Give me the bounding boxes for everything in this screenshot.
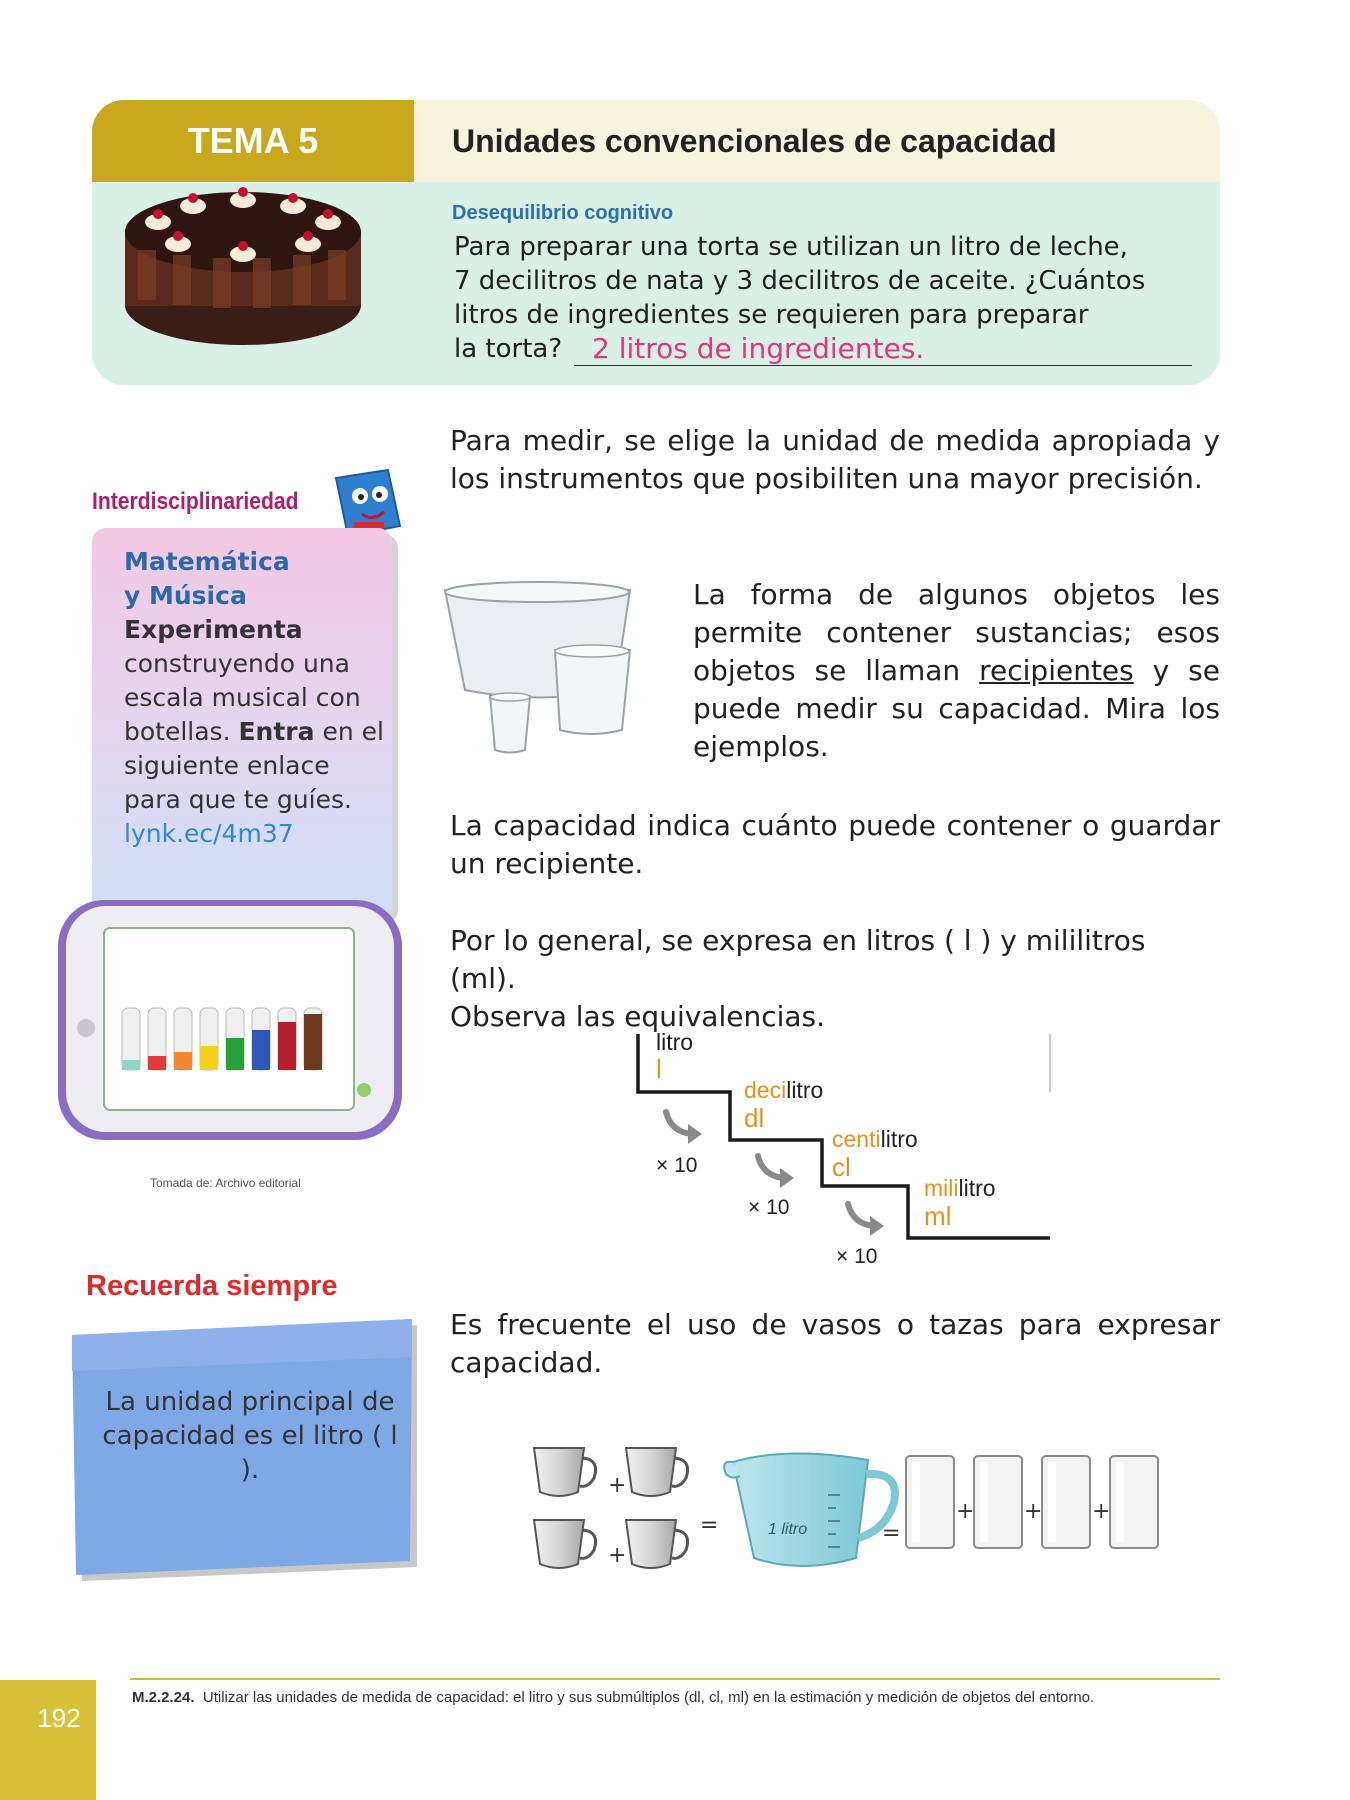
subject-line: y Música — [124, 581, 247, 610]
litro-label: litro — [656, 1030, 694, 1055]
mililitro-step — [924, 1175, 996, 1231]
cup-icon — [626, 1448, 688, 1496]
section-label: Desequilibrio cognitivo — [452, 202, 674, 224]
problem-line: 7 decilitros de nata y 3 decilitros de aceite. ¿Cuántos — [454, 266, 1146, 296]
interdisciplinary-text — [124, 545, 394, 851]
containers-text-end: y se puede medir su capacidad. Mira los ejemplos. — [693, 654, 1220, 763]
mililitro-label — [924, 1175, 996, 1201]
tablet-bottles-image — [52, 890, 408, 1150]
containers-text: La forma de algunos objetos les permite contener sustancias; esos objetos se llaman — [693, 578, 1220, 687]
decilitro-symbol: dl — [744, 1103, 765, 1133]
mililitro-symbol: ml — [924, 1201, 952, 1231]
reminder-title: Recuerda siempre — [86, 1270, 338, 1302]
footer-divider — [130, 1678, 1220, 1680]
factor-label: × 10 — [836, 1245, 878, 1268]
measuring-jug-icon — [724, 1453, 895, 1566]
curriculum-text: Utilizar las unidades de medida de capacidad: el litro y sus submúltiplos (dl, cl, ml) en la estimación y medición de objetos del entorno. — [202, 1689, 1095, 1706]
problem-line: litros de ingredientes se requieren para preparar — [454, 300, 1089, 330]
capacity-definition: La capacidad indica cuánto puede contener o guardar un recipiente. — [450, 809, 1220, 880]
recipientes-term: recipientes — [979, 654, 1134, 687]
litro-step — [656, 1030, 693, 1084]
cups-paragraph: Es frecuente el uso de vasos o tazas para expresar capacidad. — [450, 1308, 1220, 1379]
mililitro-prefix: mili — [924, 1175, 959, 1201]
activity-verb: Entra — [238, 717, 315, 746]
plus-sign: + — [1024, 1499, 1043, 1524]
units-line: Por lo general, se expresa en litros ( l ) y mililitros (ml). — [450, 924, 1146, 995]
mililitro-base: litro — [958, 1175, 996, 1201]
equals-sign: = — [882, 1521, 901, 1546]
units-equivalence-diagram — [626, 1030, 1056, 1270]
equivalences-line: Observa las equivalencias. — [450, 1000, 826, 1033]
curriculum-note — [132, 1687, 1212, 1708]
glass-icon — [1042, 1456, 1090, 1548]
activity-desc: construyendo una escala musical con botellas. — [124, 649, 361, 746]
units-paragraph — [450, 922, 1220, 1036]
centilitro-prefix: centi — [832, 1126, 881, 1152]
curriculum-code: M.2.2.24. — [132, 1689, 195, 1706]
answer-underline — [574, 365, 1192, 366]
activity-link[interactable]: lynk.ec/4m37 — [124, 819, 294, 848]
intro-paragraph: Para medir, se elige la unidad de medida apropiada y los instrumentos que posibiliten una mayor precisión. — [450, 424, 1220, 495]
factor-label: × 10 — [656, 1154, 698, 1177]
factor-label: × 10 — [748, 1196, 790, 1219]
cups-equivalence-illustration — [528, 1440, 1188, 1580]
cup-icon — [534, 1448, 596, 1496]
page-number-tab — [0, 1680, 96, 1800]
problem-line: Para preparar una torta se utilizan un litro de leche, — [454, 232, 1128, 262]
equals-sign: = — [700, 1513, 719, 1538]
answer-text: 2 litros de ingredientes. — [592, 332, 925, 365]
theme-number: TEMA 5 — [187, 120, 319, 161]
activity-desc: en el siguiente enlace para que te guíes. — [124, 717, 384, 814]
plus-sign: + — [1092, 1499, 1111, 1524]
centilitro-base: litro — [880, 1126, 918, 1152]
plus-sign: + — [608, 1473, 627, 1498]
decilitro-base: litro — [786, 1077, 824, 1103]
glasses-illustration — [440, 580, 660, 760]
theme-title: Unidades convencionales de capacidad — [452, 123, 1057, 159]
cup-icon — [626, 1520, 688, 1568]
decilitro-step — [744, 1077, 823, 1133]
containers-paragraph — [693, 576, 1220, 766]
activity-text — [124, 613, 394, 817]
plus-sign: + — [608, 1543, 627, 1568]
cup-icon — [534, 1520, 596, 1568]
page-number: 192 — [37, 1703, 81, 1733]
decilitro-prefix: deci — [744, 1077, 787, 1103]
jug-label: 1 litro — [768, 1521, 808, 1538]
plus-sign: + — [956, 1499, 975, 1524]
activity-verb: Experimenta — [124, 615, 303, 644]
litro-symbol: l — [656, 1054, 662, 1084]
decilitro-label — [744, 1077, 823, 1103]
cake-illustration — [118, 170, 368, 350]
subject-line: Matemática — [124, 547, 290, 576]
glass-icon — [1110, 1456, 1158, 1548]
glass-icon — [906, 1456, 954, 1548]
interdisciplinary-title: Interdisciplinariedad — [92, 488, 299, 515]
reminder-text: La unidad principal de capacidad es el litro ( l ). — [102, 1387, 398, 1485]
glass-icon — [974, 1456, 1022, 1548]
centilitro-symbol: cl — [832, 1152, 851, 1182]
image-caption: Tomada de: Archivo editorial — [150, 1176, 301, 1190]
problem-line: la torta? — [454, 334, 563, 364]
centilitro-step — [832, 1126, 918, 1182]
centilitro-label — [832, 1126, 918, 1152]
